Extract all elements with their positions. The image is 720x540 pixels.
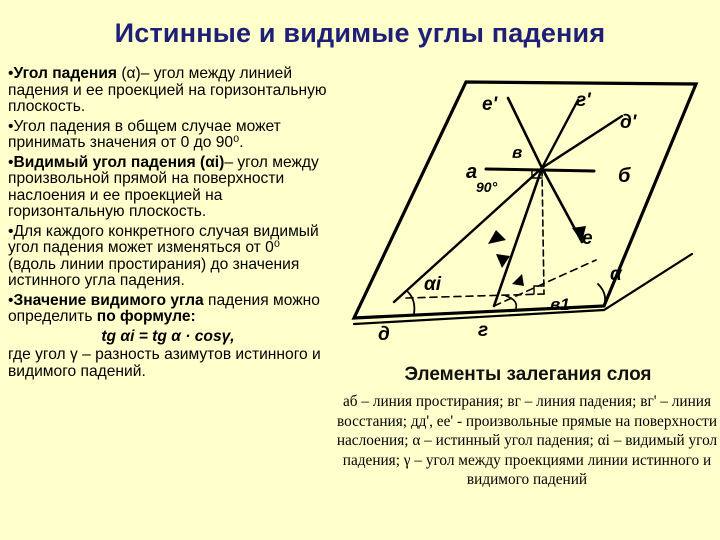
bedding-plane-outline [354, 82, 696, 318]
line-v-g-prime [542, 100, 578, 168]
label-g: г [478, 320, 489, 341]
angle-arc-alpha [598, 284, 605, 306]
paragraph-apparent-range [8, 224, 328, 290]
bedding-diagram [346, 58, 712, 354]
text-apparent-range: Для каждого конкретного случая видимый угол падения может изменяться от 0⁰ (вдоль линии простирания) до значения истинного угла падения. [8, 222, 319, 289]
caption-text: аб – линия простирания; вг – линия падения; вг' – линия восстания; дд', ее' - произвольные прямые на поверхности наслоения; α – истинный угол падения; αi – видимый угол падения; γ – угол между проекциями линии истинного и видимого падений [336, 393, 718, 488]
label-e-prime: е' [482, 94, 498, 115]
text-gamma: где угол γ – разность азимутов истинного и видимого падений. [8, 346, 321, 380]
right-angle-mark [534, 286, 544, 294]
arrow-d [488, 230, 506, 244]
label-alpha: α [610, 264, 622, 285]
term-apparent-dip: Видимый угол падения (αi) [13, 153, 225, 171]
label-g-prime: г' [576, 90, 591, 111]
label-a: а [466, 161, 478, 183]
arrow-bottom [512, 274, 524, 286]
horizontal-plane-line [354, 254, 692, 324]
label-v: в [512, 143, 523, 162]
vertical-projection [542, 170, 544, 294]
formula: tg αi = tg α · cosγ, [101, 327, 235, 345]
diagram-svg [346, 58, 712, 354]
term-dip-angle: Угол падения [13, 65, 118, 82]
term-apparent-value: Значение видимого угла [13, 291, 204, 309]
paragraph-gamma [8, 347, 328, 380]
caption-title: Элементы залегания слоя [404, 364, 652, 385]
angle-arc-bottom [506, 296, 516, 308]
label-e: е [582, 228, 593, 249]
page-title: Истинные и видимые углы падения [114, 18, 606, 48]
paragraph-formula-intro [8, 293, 328, 326]
text-dip-range: Угол падения в общем случае может принимать значения от 0 до 90⁰. [8, 117, 281, 151]
label-v1: в1 [550, 295, 570, 314]
label-90: 90° [476, 179, 498, 195]
projection-line-2 [494, 260, 596, 306]
angle-arc-alpha-i [408, 292, 414, 314]
definition-apparent-dip: – угол между произвольной прямой на поверхности наслоения и ее проекцией на горизонтальную плоскость. [8, 153, 319, 220]
text-formula-intro: падения можно определить [8, 291, 320, 325]
label-d: д [378, 324, 390, 345]
paragraph-dip-angle [8, 66, 328, 116]
label-b: б [618, 165, 631, 187]
text-column [8, 66, 328, 383]
label-alpha-i: αi [424, 274, 442, 295]
paragraph-apparent-dip [8, 155, 328, 221]
paragraph-dip-range [8, 119, 328, 152]
definition-dip-angle: (α)– угол между линией падения и ее проекцией на горизонтальную плоскость. [8, 65, 327, 115]
label-d-prime: д' [620, 112, 637, 133]
term-by-formula: по формуле: [96, 308, 196, 325]
